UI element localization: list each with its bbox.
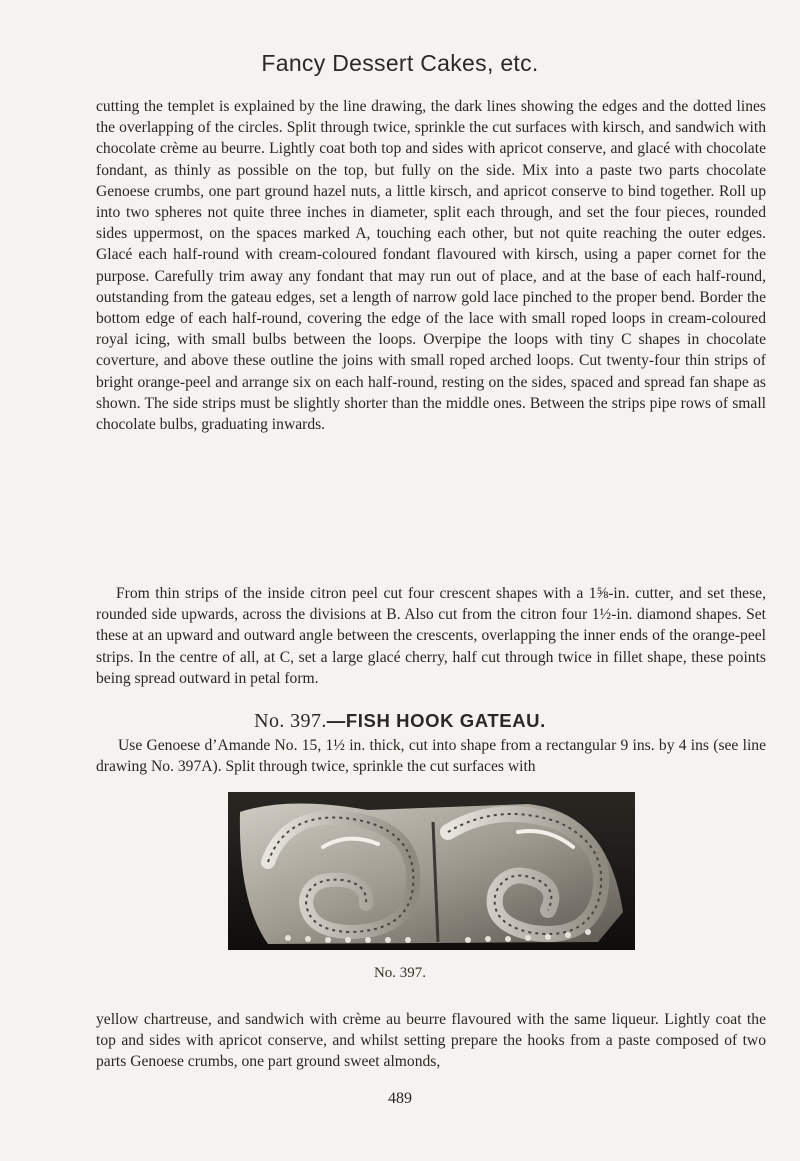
running-head: Fancy Dessert Cakes, etc. [261, 50, 539, 76]
recipe-heading [0, 710, 800, 733]
gateau-photograph [228, 792, 635, 950]
paragraph-fish-hook-method: yellow chartreuse, and sandwich with crème au beurre flavoured with the same liqueur. Lightly coat the top and sides with apricot conserve, and whilst setting prepare the hooks from a paste composed of two parts Genoese crumbs, one part ground sweet almonds, [96, 1011, 766, 1071]
recipe-number: No. 397. [254, 710, 327, 732]
paragraph-continued-method: cutting the templet is explained by the line drawing, the dark lines showing the edges and the dotted lines the overlapping of the circles. Split through twice, sprinkle the cut surfaces with kirsch, and sandwich with chocolate crème au beurre. Lightly coat both top and sides with apricot conserve, and glacé with chocolate fondant, as thinly as possible on the top, but fully on the side. Mix into a paste two parts chocolate Genoese crumbs, one part ground hazel nuts, a little kirsch, and apricot conserve to bind together. Roll up into two spheres not quite three inches in diameter, split each through, and set the four pieces, rounded sides uppermost, on the spaces marked A, touching each other, but not quite reaching the outer edges. Glacé each half-round with cream-coloured fondant flavoured with kirsch, using a paper cornet for the purpose. Carefully trim away any fondant that may run out of place, and at the base of each half-round, outstanding from the gateau edges, set a length of narrow gold lace pinched to the proper bend. Border the bottom edge of each half-round, covering the edge of the lace with small roped loops in cream-coloured royal icing, with small bulbs between the loops. Overpipe the loops with tiny C shapes in chocolate coverture, and above these outline the joins with small roped arched loops. Cut twenty-four thin strips of bright orange-peel and arrange six on each half-round, resting on the sides, spaced and spread fan shape as shown. The side strips must be slightly shorter than the middle ones. Between the strips pipe rows of small chocolate bulbs, graduating inwards. [96, 98, 766, 434]
recipe-title: FISH HOOK GATEAU. [345, 710, 546, 731]
page-number: 489 [388, 1090, 412, 1107]
fish-hook-gateau-image [228, 792, 635, 950]
paragraph-citron-decoration: From thin strips of the inside citron peel cut four crescent shapes with a 1⅝-in. cutter, and set these, rounded side upwards, across the divisions at B. Also cut from the citron four 1½-in. diamond shapes. Set these at an upward and outward angle between the crescents, overlapping the inner ends of the orange-peel strips. In the centre of all, at C, set a large glacé cherry, half cut through twice in fillet shape, these points being spread outward in petal form. [96, 585, 766, 687]
figure-caption: No. 397. [373, 965, 427, 981]
paragraph-fish-hook-intro: Use Genoese d’Amande No. 15, 1½ in. thick, cut into shape from a rectangular 9 ins. by 4 ins (see line drawing No. 397A). Split through twice, sprinkle the cut surfaces with [96, 737, 766, 776]
recipe-dash: — [326, 710, 346, 731]
